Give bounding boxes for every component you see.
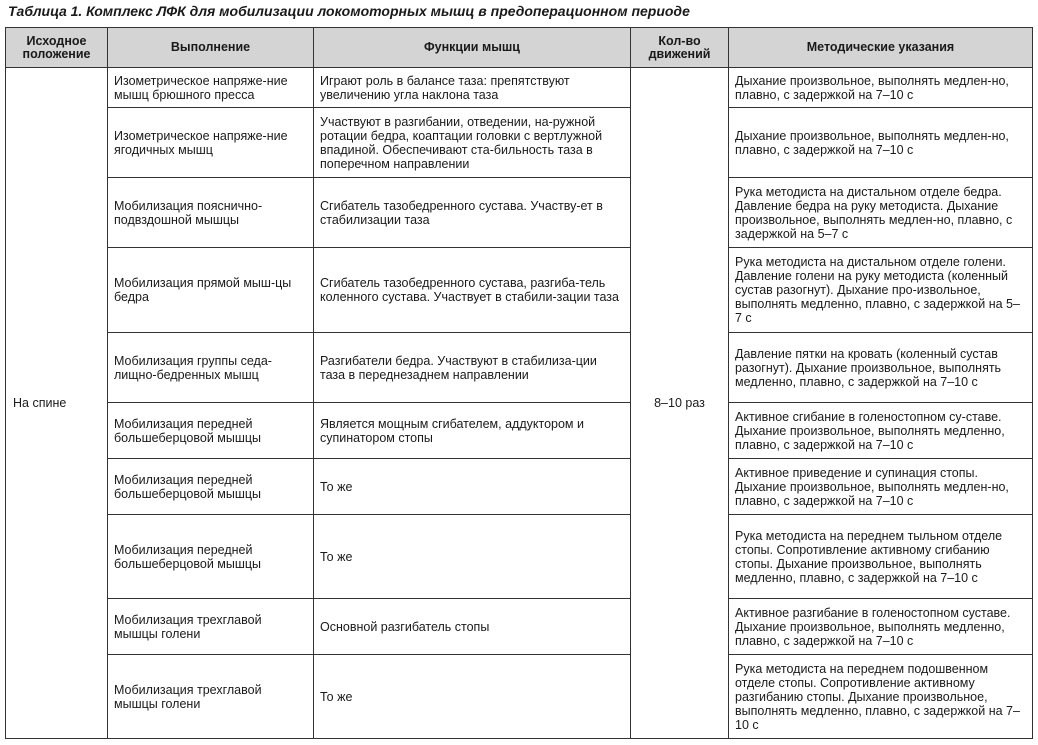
table-row xyxy=(6,599,1033,655)
cell-guidance: Активное разгибание в голеностопном суставе. Дыхание произвольное, выполнять медленно, плавно, с задержкой на 7–10 с xyxy=(729,599,1033,655)
cell-guidance: Рука методиста на переднем подошвенном отделе стопы. Сопротивление активному разгибанию стопы. Дыхание произвольное, выполнять медленно, плавно, с задержкой на 7–10 с xyxy=(729,655,1033,739)
header-count: Кол-во движений xyxy=(631,28,729,68)
cell-execution: Мобилизация передней большеберцовой мышцы xyxy=(108,459,314,515)
cell-functions: Сгибатель тазобедренного сустава, разгиба-тель коленного сустава. Участвует в стабили-зации таза xyxy=(314,248,631,333)
table-header-row xyxy=(6,28,1033,68)
table-row xyxy=(6,333,1033,403)
table-row xyxy=(6,108,1033,178)
cell-guidance: Активное сгибание в голеностопном су-ставе. Дыхание произвольное, выполнять медленно, плавно, с задержкой на 7–10 с xyxy=(729,403,1033,459)
cell-functions: Сгибатель тазобедренного сустава. Участву-ет в стабилизации таза xyxy=(314,178,631,248)
cell-execution: Мобилизация трехглавой мышцы голени xyxy=(108,599,314,655)
cell-guidance: Рука методиста на переднем тыльном отделе стопы. Сопротивление активному сгибанию стопы. Дыхание произвольное, выполнять медленно, плавно, с задержкой на 7–10 с xyxy=(729,515,1033,599)
table-row xyxy=(6,248,1033,333)
cell-functions: Является мощным сгибателем, аддуктором и супинатором стопы xyxy=(314,403,631,459)
cell-execution: Изометрическое напряже-ние мышц брюшного пресса xyxy=(108,68,314,108)
table-row xyxy=(6,459,1033,515)
cell-execution: Мобилизация трехглавой мышцы голени xyxy=(108,655,314,739)
header-execution: Выполнение xyxy=(108,28,314,68)
cell-functions: Участвуют в разгибании, отведении, на-ружной ротации бедра, коаптации головки с вертлужной впадиной. Обеспечивают ста-бильность таза в поперечном направлении xyxy=(314,108,631,178)
cell-guidance: Рука методиста на дистальном отделе голени. Давление голени на руку методиста (коленный сустав разогнут). Дыхание про-извольное, выполнять медленно, плавно, с задержкой на 5–7 с xyxy=(729,248,1033,333)
table-caption: Таблица 1. Комплекс ЛФК для мобилизации локомоторных мышц в предоперационном периоде xyxy=(8,3,690,19)
cell-guidance: Дыхание произвольное, выполнять медлен-но, плавно, с задержкой на 7–10 с xyxy=(729,108,1033,178)
cell-count: 8–10 раз xyxy=(631,68,729,739)
table-row xyxy=(6,178,1033,248)
cell-execution: Мобилизация прямой мыш-цы бедра xyxy=(108,248,314,333)
cell-execution: Мобилизация передней большеберцовой мышцы xyxy=(108,515,314,599)
exercise-table xyxy=(5,27,1033,739)
table-row xyxy=(6,655,1033,739)
cell-execution: Мобилизация передней большеберцовой мышцы xyxy=(108,403,314,459)
table-row xyxy=(6,68,1033,108)
table-row xyxy=(6,515,1033,599)
cell-functions: Основной разгибатель стопы xyxy=(314,599,631,655)
cell-guidance: Давление пятки на кровать (коленный сустав разогнут). Дыхание произвольное, выполнять медленно, плавно, с задержкой на 7–10 с xyxy=(729,333,1033,403)
cell-functions: То же xyxy=(314,655,631,739)
cell-functions: То же xyxy=(314,515,631,599)
table-body xyxy=(6,68,1033,739)
cell-position: На спине xyxy=(6,68,108,739)
cell-execution: Изометрическое напряже-ние ягодичных мышц xyxy=(108,108,314,178)
header-functions: Функции мышц xyxy=(314,28,631,68)
header-guidance: Методические указания xyxy=(729,28,1033,68)
cell-guidance: Дыхание произвольное, выполнять медлен-но, плавно, с задержкой на 7–10 с xyxy=(729,68,1033,108)
cell-execution: Мобилизация группы седа-лищно-бедренных мышц xyxy=(108,333,314,403)
cell-guidance: Рука методиста на дистальном отделе бедра. Давление бедра на руку методиста. Дыхание произвольное, выполнять медлен-но, плавно, с задержкой на 5–7 с xyxy=(729,178,1033,248)
header-position: Исходное положение xyxy=(6,28,108,68)
cell-execution: Мобилизация пояснично-подвздошной мышцы xyxy=(108,178,314,248)
cell-functions: Разгибатели бедра. Участвуют в стабилиза-ции таза в переднезаднем направлении xyxy=(314,333,631,403)
cell-guidance: Активное приведение и супинация стопы. Дыхание произвольное, выполнять медлен-но, плавно, с задержкой на 7–10 с xyxy=(729,459,1033,515)
cell-functions: То же xyxy=(314,459,631,515)
table-row xyxy=(6,403,1033,459)
cell-functions: Играют роль в балансе таза: препятствуют увеличению угла наклона таза xyxy=(314,68,631,108)
